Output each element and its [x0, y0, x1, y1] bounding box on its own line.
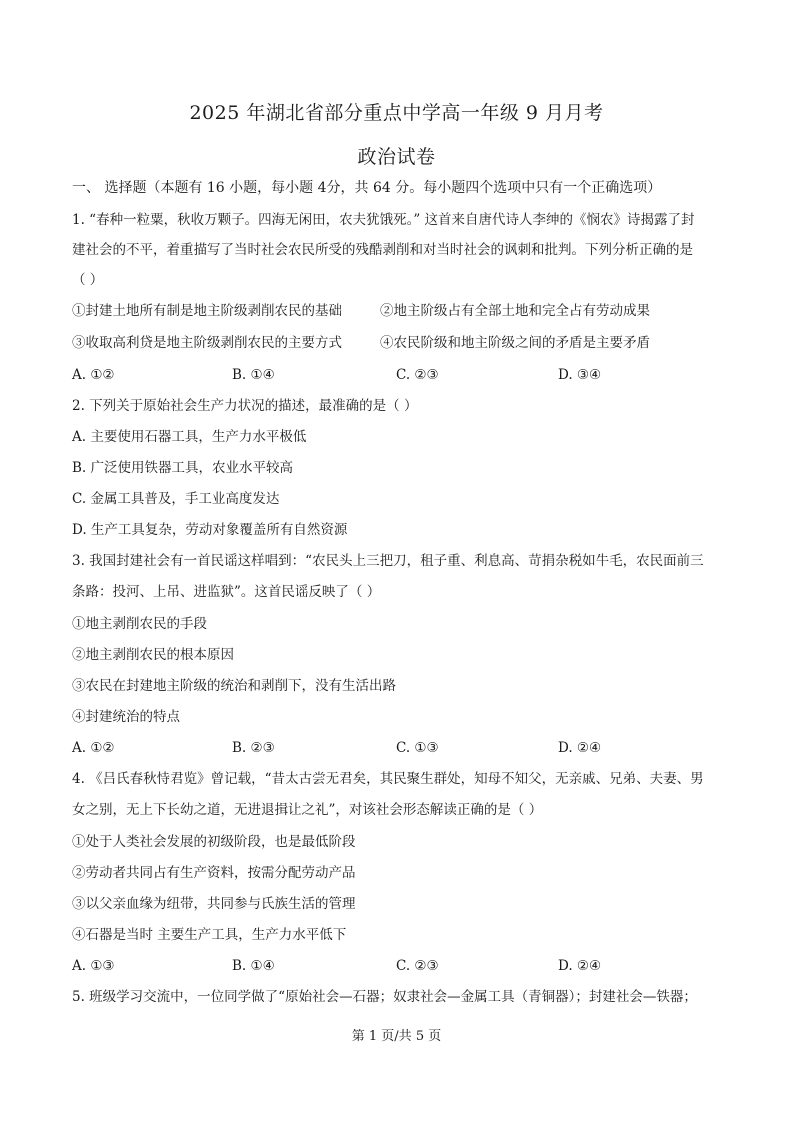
question-4-option-a: A. ①③: [72, 958, 115, 974]
question-4-statement-3: ③以父亲血缘为纽带，共同参与氏族生活的管理: [72, 896, 356, 912]
question-1-option-d: D. ③④: [558, 367, 602, 383]
question-1-option-a: A. ①②: [72, 367, 115, 383]
question-4-stem-line-2: 女之别，无上下长幼之道，无进退揖让之礼”，对该社会形态解读正确的是（ ）: [72, 802, 543, 818]
question-5-stem-line-1: 5. 班级学习交流中，一位同学做了“原始社会—石器；奴隶社会—金属工具（青铜器）；封建社会—铁器；: [72, 989, 697, 1005]
question-3-option-a: A. ①②: [72, 740, 115, 756]
question-1-stem-line-2: 建社会的不平，着重描写了当时社会农民所受的残酷剥削和对当时社会的讽刺和批判。下列分析正确的是: [72, 242, 693, 258]
page-footer: 第 1 页/共 5 页: [351, 1029, 442, 1044]
question-1-statement-2: ②地主阶级占有全部土地和完全占有劳动成果: [380, 303, 650, 319]
question-3-statement-4: ④封建统治的特点: [72, 709, 180, 725]
question-1-statement-4: ④农民阶级和地主阶级之间的矛盾是主要矛盾: [380, 335, 650, 351]
question-1-option-b: B. ①④: [232, 367, 275, 383]
question-1-stem-line-1: 1. “春种一粒粟，秋收万颗子。四海无闲田，农夫犹饿死。” 这首来自唐代诗人李绅的《悯农》诗揭露了封: [72, 212, 695, 228]
question-2-choice-d: D. 生产工具复杂，劳动对象覆盖所有自然资源: [72, 522, 348, 538]
question-4-option-c: C. ②③: [396, 958, 439, 974]
question-3-statement-1: ①地主剥削农民的手段: [72, 616, 207, 632]
question-4-statement-1: ①处于人类社会发展的初级阶段，也是最低阶段: [72, 834, 356, 850]
question-1-statement-3: ③收取高利贷是地主阶级剥削农民的主要方式: [72, 335, 342, 351]
question-3-option-d: D. ②④: [558, 740, 602, 756]
question-4-statement-2: ②劳动者共同占有生产资料，按需分配劳动产品: [72, 865, 356, 881]
question-3-option-b: B. ②③: [232, 740, 275, 756]
question-3-statement-2: ②地主剥削农民的根本原因: [72, 647, 234, 663]
section-heading: 一、 选择题（本题有 16 小题，每小题 4分，共 64 分。每小题四个选项中只有一个正确选项）: [72, 180, 662, 196]
exam-subtitle: 政治试卷: [357, 146, 436, 168]
question-2-choice-b: B. 广泛使用铁器工具，农业水平较高: [72, 460, 294, 476]
question-2-stem: 2. 下列关于原始社会生产力状况的描述，最准确的是（ ）: [72, 398, 418, 414]
question-4-option-d: D. ②④: [558, 958, 602, 974]
question-2-choice-c: C. 金属工具普及，手工业高度发达: [72, 491, 280, 507]
question-3-statement-3: ③农民在封建地主阶级的统治和剥削下，没有生活出路: [72, 678, 396, 694]
question-3-stem-line-1: 3. 我国封建社会有一首民谣这样唱到：“农民头上三把刀，租子重、利息高、苛捐杂税如牛毛，农民面前三: [72, 553, 704, 569]
question-4-stem-line-1: 4. 《吕氏春秋恃君览》曾记载，“昔太古尝无君矣，其民聚生群处，知母不知父，无亲戚、兄弟、夫妻、男: [72, 771, 704, 787]
question-4-statement-4: ④石器是当时 主要生产工具，生产力水平低下: [72, 927, 347, 943]
question-2-choice-a: A. 主要使用石器工具，生产力水平极低: [72, 429, 307, 445]
question-3-stem-line-2: 条路：投河、上吊、进监狱”。这首民谣反映了（ ）: [72, 584, 381, 600]
question-1-stem-line-3: （ ）: [72, 272, 104, 288]
question-1-option-c: C. ②③: [396, 367, 439, 383]
question-3-option-c: C. ①③: [396, 740, 439, 756]
question-4-option-b: B. ①④: [232, 958, 275, 974]
exam-title: 2025 年湖北省部分重点中学高一年级 9 月月考: [189, 102, 604, 124]
question-1-statement-1: ①封建土地所有制是地主阶级剥削农民的基础: [72, 303, 342, 319]
